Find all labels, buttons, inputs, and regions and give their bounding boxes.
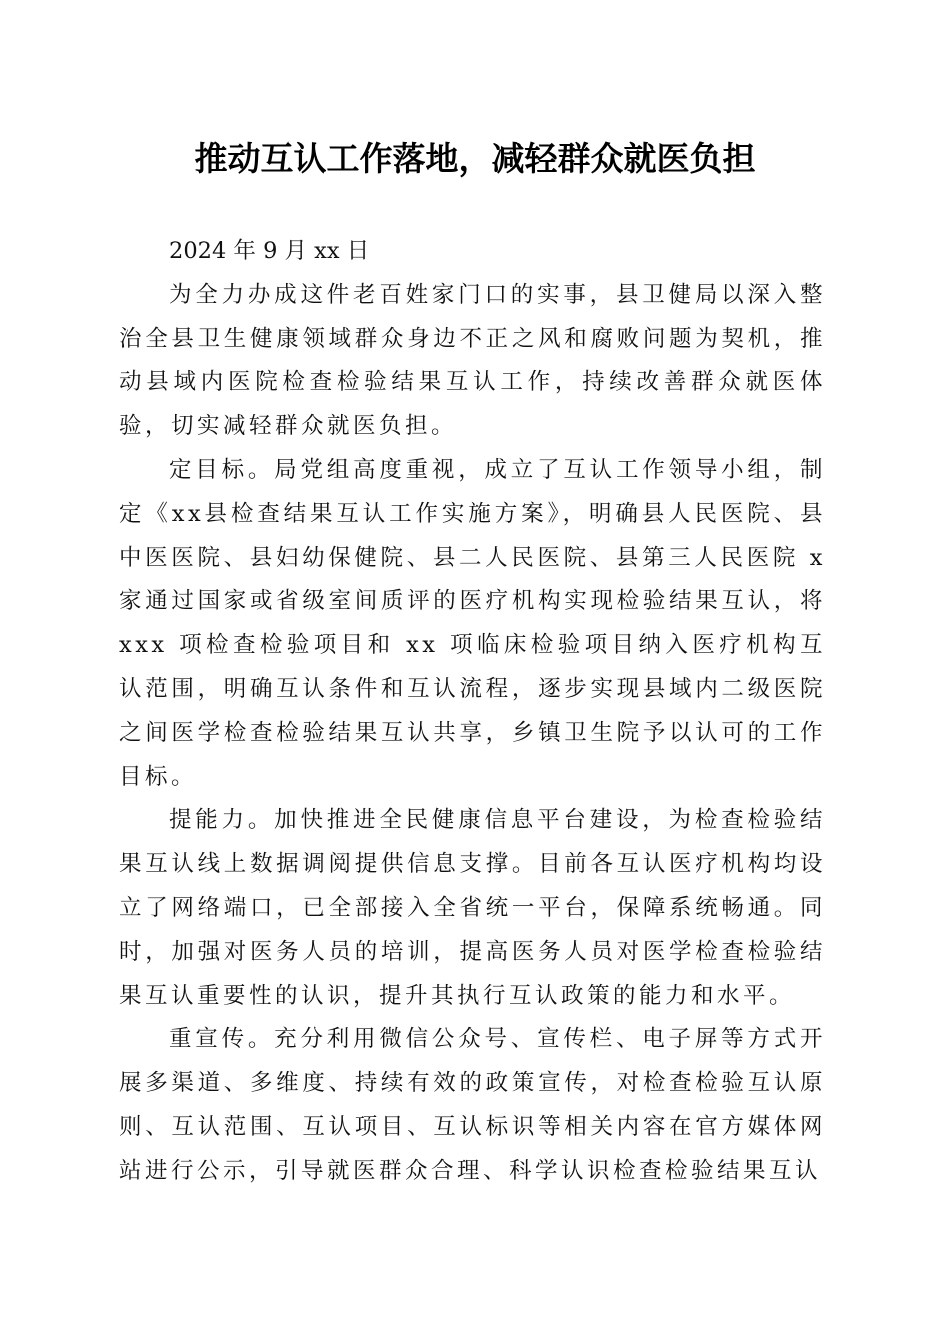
document-date: 2024 年 9 月 xx 日 xyxy=(169,238,370,264)
paragraph-improve-capacity: 提能力。加快推进全民健康信息平台建设，为检查检验结果互认线上数据调阅提供信息支撑。目前各互认医疗机构均设立了网络端口，已全部接入全省统一平台，保障系统畅通。同时，加强对医务人员的培训，提高医务人员对医学检查检验结果互认重要性的认识，提升其执行互认政策的能力和水平。 xyxy=(119,807,826,1009)
document-body xyxy=(119,230,826,1194)
document-title: 推动互认工作落地，减轻群众就医负担 xyxy=(194,139,756,178)
paragraph-set-goals: 定目标。局党组高度重视，成立了互认工作领导小组，制定《xx县检查结果互认工作实施方案》，明确县人民医院、县中医医院、县妇幼保健院、县二人民医院、县第三人民医院 x 家通过国家或省级室间质评的医疗机构实现检验结果互认，将 xxx 项检查检验项目和 xx 项临床检验项目纳入医疗机构互认范围，明确互认条件和互认流程，逐步实现县域内二级医院之间医学检查检验结果互认共享，乡镇卫生院予以认可的工作目标。 xyxy=(119,456,826,790)
paragraph-publicity: 重宣传。充分利用微信公众号、宣传栏、电子屏等方式开展多渠道、多维度、持续有效的政策宣传，对检查检验互认原则、互认范围、互认项目、互认标识等相关内容在官方媒体网站进行公示，引导就医群众合理、科学认识检查检验结果互认 xyxy=(119,1026,826,1184)
paragraph-intro: 为全力办成这件老百姓家门口的实事，县卫健局以深入整治全县卫生健康领域群众身边不正之风和腐败问题为契机，推动县域内医院检查检验结果互认工作，持续改善群众就医体验，切实减轻群众就医负担。 xyxy=(119,281,826,440)
